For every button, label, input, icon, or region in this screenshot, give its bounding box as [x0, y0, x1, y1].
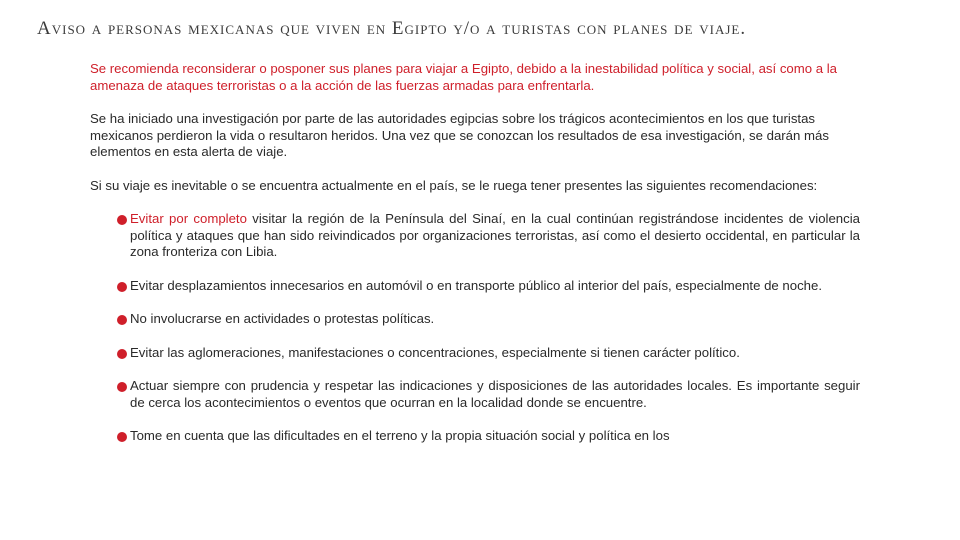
list-item: [117, 345, 860, 362]
bullet-icon: [117, 215, 127, 225]
recommendations-list: [90, 211, 860, 445]
list-item: [117, 278, 860, 295]
list-item-text: Actuar siempre con prudencia y respetar las indicaciones y disposiciones de las autoridades locales. Es importante seguir de cerca los acontecimientos o eventos que ocurran en la localidad donde se encuentre.: [130, 378, 860, 410]
list-item-text: Evitar las aglomeraciones, manifestaciones o concentraciones, especialmente si tienen carácter político.: [130, 344, 740, 360]
paragraph-investigation: Se ha iniciado una investigación por parte de las autoridades egipcias sobre los trágicos acontecimientos en los que turistas mexicanos perdieron la vida o resultaron heridos. Una vez que se conozcan los resultados de esa investigación, se darán más elementos en esta alerta de viaje.: [90, 111, 829, 159]
bullet-icon: [117, 315, 127, 325]
warning-text: Se recomienda reconsiderar o posponer sus planes para viajar a Egipto, debido a la inestabilidad política y social, así como a la amenaza de ataques terroristas o a la acción de las fuerzas armadas para enfrentarla.: [90, 61, 837, 93]
list-item-text: visitar la región de la Península del Sinaí, en la cual continúan registrándose incidentes de violencia política y ataques que han sido reivindicados por organizaciones terroristas, así como el desierto occidental, en particular la zona fronteriza con Libia.: [130, 211, 860, 259]
list-item-text: No involucrarse en actividades o protestas políticas.: [130, 311, 435, 326]
paragraph-recommendations-intro: Si su viaje es inevitable o se encuentra actualmente en el país, se le ruega tener presentes las siguientes recomendaciones:: [90, 177, 818, 193]
list-item-text: Tome en cuenta que las dificultades en el terreno y la propia situación social y política en los: [130, 428, 670, 443]
list-item: [117, 211, 860, 261]
advisory-body: [90, 61, 860, 462]
bullet-icon: [117, 382, 127, 392]
list-item: [117, 378, 860, 411]
emphasis-text: Evitar por completo: [130, 211, 247, 226]
list-item: [117, 428, 860, 445]
list-item-text: Evitar desplazamientos innecesarios en automóvil o en transporte público al interior del país, especialmente de noche.: [130, 277, 823, 293]
list-item: [117, 311, 860, 328]
page-title: Aviso a personas mexicanas que viven en Egipto y/o a turistas con planes de viaje.: [37, 18, 747, 39]
bullet-icon: [117, 432, 127, 442]
bullet-icon: [117, 282, 127, 292]
bullet-icon: [117, 349, 127, 359]
